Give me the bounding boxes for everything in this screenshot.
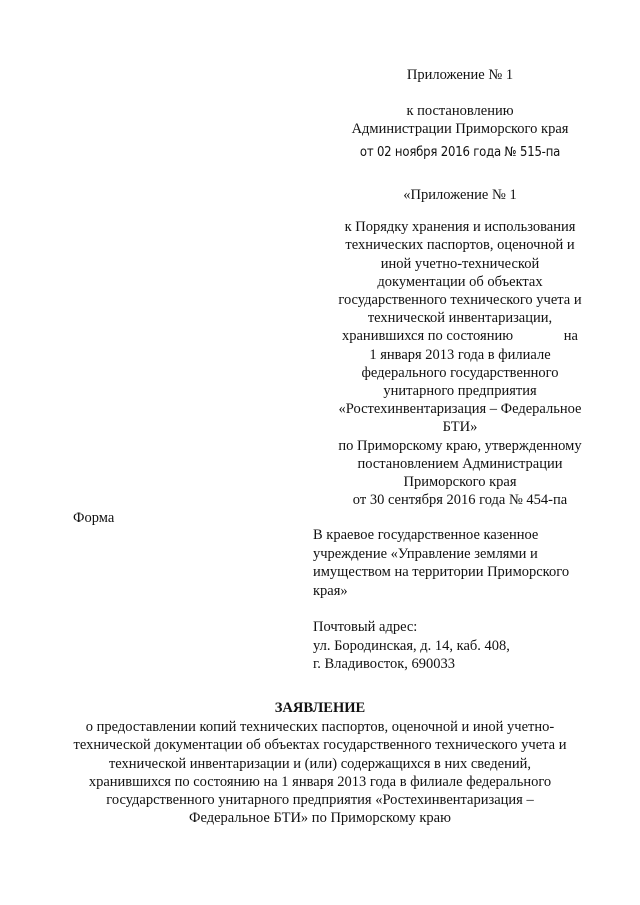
statement-title: ЗАЯВЛЕНИЕ <box>274 700 366 716</box>
statement-line: государственного унитарного предприятия «Ростехинвентаризация – <box>106 792 534 809</box>
order-line: государственного технического учета и <box>338 292 582 309</box>
decree-stamp: от 02 ноября 2016 года № 515-па <box>359 145 561 160</box>
order-line: от 30 сентября 2016 года № 454-па <box>352 492 568 509</box>
order-line: унитарного предприятия <box>383 383 537 400</box>
statement-block <box>40 698 600 828</box>
order-line: технических паспортов, оценочной и <box>345 237 575 254</box>
address-line: ул. Бородинская, д. 14, каб. 408, <box>313 637 510 654</box>
address-label: Почтовый адрес: <box>313 619 418 635</box>
form-label: Форма <box>73 510 115 526</box>
appendix-header <box>330 66 590 162</box>
order-line: технической инвентаризации, <box>367 310 553 327</box>
order-line: по Приморскому краю, утвержденному <box>338 437 582 454</box>
recipient-line: края» <box>313 582 348 599</box>
order-line: 1 января 2013 года в филиале <box>369 346 551 363</box>
appendix-title: Приложение № 1 <box>406 67 514 83</box>
recipient-line: В краевое государственное казенное <box>313 527 539 543</box>
order-appendix-title: «Приложение № 1 <box>403 187 517 203</box>
order-line: хранившихся по состоянию на <box>342 328 578 345</box>
order-line: иной учетно-технической <box>380 255 540 272</box>
appendix-ref-line-2: Администрации Приморского края <box>351 121 569 137</box>
order-line: Приморского края <box>403 474 517 491</box>
recipient-line: учреждение «Управление землями и <box>313 545 538 562</box>
address-line: г. Владивосток, 690033 <box>313 656 456 672</box>
recipient-line: имуществом на территории Приморского <box>313 564 570 580</box>
order-line: документации об объектах <box>377 273 543 290</box>
recipient-block <box>313 526 613 674</box>
order-line: федерального государственного <box>361 364 559 381</box>
order-appendix-block <box>320 186 600 509</box>
statement-line: технической документации об объектах государственного технического учета и <box>73 737 567 754</box>
order-line: к Порядку хранения и использования <box>344 219 576 236</box>
order-line: «Ростехинвентаризация – Федеральное <box>338 401 582 418</box>
statement-line: о предоставлении копий технических паспортов, оценочной и иной учетно- <box>85 719 555 735</box>
order-line: постановлением Администрации <box>357 455 563 472</box>
statement-line: хранившихся по состоянию на 1 января 2013 года в филиале федерального <box>88 773 552 790</box>
statement-line: Федеральное БТИ» по Приморскому краю <box>189 810 451 827</box>
statement-line: технической инвентаризации и (или) содержащихся в них сведений, <box>108 755 532 772</box>
order-line: БТИ» <box>442 419 478 436</box>
appendix-ref-line-1: к постановлению <box>406 103 514 119</box>
